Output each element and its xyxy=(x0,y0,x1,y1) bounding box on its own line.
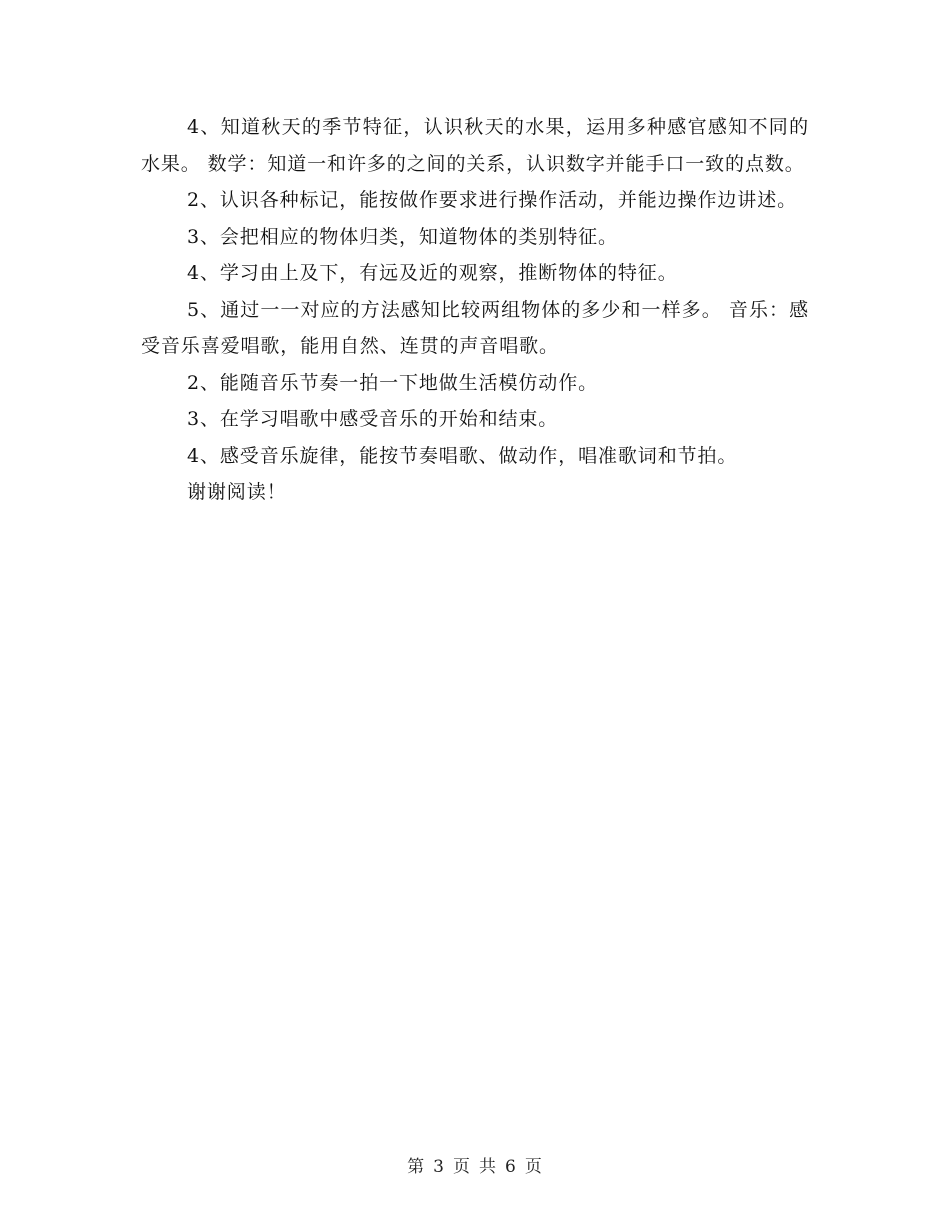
paragraph: 4、感受音乐旋律，能按节奏唱歌、做动作，唱准歌词和节拍。 xyxy=(187,444,738,467)
paragraph: 3、在学习唱歌中感受音乐的开始和结束。 xyxy=(187,408,559,430)
paragraph: 2、能随音乐节奏一拍一下地做生活模仿动作。 xyxy=(187,371,598,394)
paragraph: 3、会把相应的物体归类，知道物体的类别特征。 xyxy=(187,225,618,248)
footer-label-prefix: 第 xyxy=(407,1157,426,1177)
closing-line: 谢谢阅读！ xyxy=(187,481,287,503)
document-body xyxy=(141,109,809,511)
paragraph: 2、认识各种标记，能按做作要求进行操作活动，并能边操作边讲述。 xyxy=(187,189,797,211)
footer-label-page: 页 xyxy=(453,1157,471,1177)
page-number-footer xyxy=(0,1152,950,1177)
paragraph: 4、学习由上及下，有远及近的观察，推断物体的特征。 xyxy=(187,262,678,284)
footer-label-total: 共 xyxy=(479,1157,497,1177)
current-page-number: 3 xyxy=(433,1157,445,1177)
footer-label-page-end: 页 xyxy=(524,1157,543,1177)
paragraph: 5、通过一一对应的方法感知比较两组物体的多少和一样多。 音乐：感受音乐喜爱唱歌，能用自然、连贯的声音唱歌。 xyxy=(141,298,809,357)
total-pages-number: 6 xyxy=(505,1157,517,1177)
paragraph: 4、知道秋天的季节特征，认识秋天的水果，运用多种感官感知不同的水果。 数学：知道一和许多的之间的关系，认识数字并能手口一致的点数。 xyxy=(141,116,809,175)
